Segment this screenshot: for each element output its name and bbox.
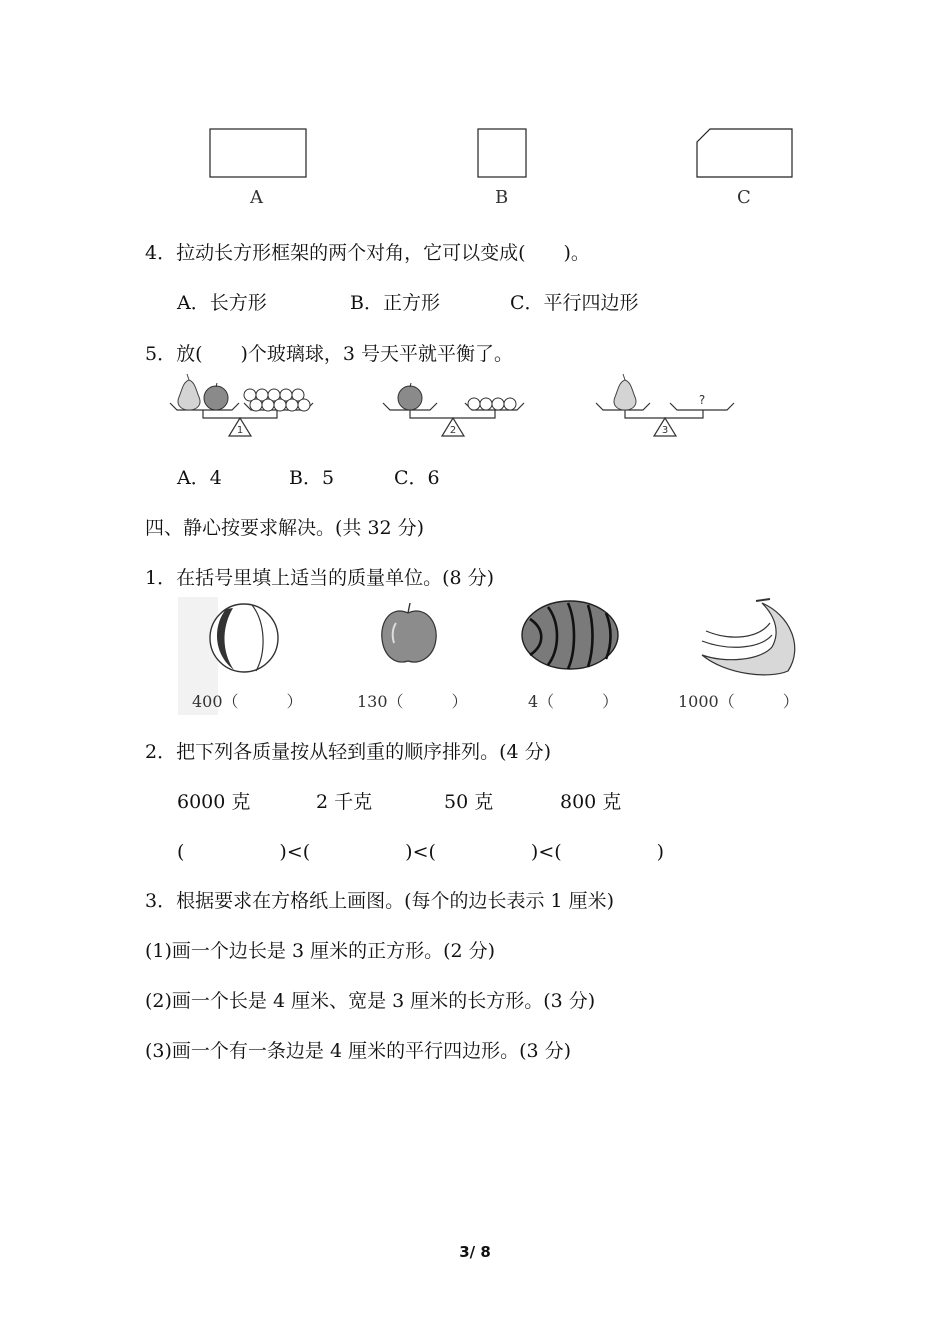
balance-scales-figure bbox=[0, 370, 950, 440]
banana-weight-label: 1000（ ） bbox=[678, 692, 799, 711]
banana-icon bbox=[702, 599, 795, 675]
shape-label-a: A bbox=[250, 187, 263, 208]
ball-icon bbox=[210, 604, 278, 672]
balance-scale-1 bbox=[170, 374, 313, 436]
mass-value-1: 6000 克 bbox=[177, 791, 251, 813]
q5-stem: 5．放( )个玻璃球，3 号天平就平衡了。 bbox=[145, 343, 514, 365]
q5-option-b: B．5 bbox=[289, 467, 335, 489]
apple-weight-label: 130（ ） bbox=[357, 692, 468, 711]
apple-icon bbox=[204, 383, 228, 410]
ball-weight-label: 400（ ） bbox=[192, 692, 303, 711]
square-shape bbox=[478, 129, 526, 177]
apple-icon bbox=[398, 383, 422, 410]
mass-value-4: 800 克 bbox=[560, 791, 622, 813]
page-number: 3/ 8 bbox=[459, 1243, 491, 1261]
q4-stem: 4．拉动长方形框架的两个对角，它可以变成( )。 bbox=[145, 242, 590, 264]
marbles-icon bbox=[244, 389, 310, 411]
balance-scale-3 bbox=[596, 374, 734, 436]
q5-option-a: A．4 bbox=[177, 467, 222, 489]
mass-value-2: 2 千克 bbox=[316, 791, 373, 813]
weights-figure bbox=[0, 595, 950, 720]
shape-label-c: C bbox=[737, 187, 751, 208]
q4-option-b: B．正方形 bbox=[350, 292, 440, 314]
s4q3-part-2: (2)画一个长是 4 厘米、宽是 3 厘米的长方形。(3 分) bbox=[145, 990, 596, 1012]
q5-option-c: C．6 bbox=[394, 467, 440, 489]
cut-corner-shape bbox=[697, 129, 792, 177]
pear-icon bbox=[614, 374, 636, 410]
section-4-title: 四、静心按要求解决。(共 32 分) bbox=[145, 517, 425, 539]
q4-option-a: A．长方形 bbox=[177, 292, 267, 314]
scale-number-2: 2 bbox=[449, 425, 457, 436]
s4q3-part-3: (3)画一个有一条边是 4 厘米的平行四边形。(3 分) bbox=[145, 1040, 572, 1062]
marbles-icon bbox=[468, 398, 516, 410]
balance-scale-2 bbox=[383, 383, 524, 436]
scale-number-3: 3 bbox=[661, 425, 669, 436]
q4-option-c: C．平行四边形 bbox=[510, 292, 639, 314]
s4q1-stem: 1．在括号里填上适当的质量单位。(8 分) bbox=[145, 567, 495, 589]
watermelon-icon bbox=[522, 601, 618, 669]
shape-label-b: B bbox=[495, 187, 509, 208]
rectangle-shape bbox=[210, 129, 306, 177]
shapes-figure bbox=[0, 0, 950, 220]
s4q3-stem: 3．根据要求在方格纸上画图。(每个的边长表示 1 厘米) bbox=[145, 890, 615, 912]
order-answer-line: ( )<( )<( )<( ) bbox=[177, 841, 665, 863]
scale-number-1: 1 bbox=[236, 425, 244, 436]
s4q3-part-1: (1)画一个边长是 3 厘米的正方形。(2 分) bbox=[145, 940, 496, 962]
question-mark: ? bbox=[698, 393, 706, 407]
pear-icon bbox=[178, 374, 200, 410]
mass-value-3: 50 克 bbox=[444, 791, 494, 813]
s4q2-stem: 2．把下列各质量按从轻到重的顺序排列。(4 分) bbox=[145, 741, 552, 763]
apple-icon bbox=[382, 603, 436, 662]
watermelon-weight-label: 4（ ） bbox=[528, 692, 619, 711]
